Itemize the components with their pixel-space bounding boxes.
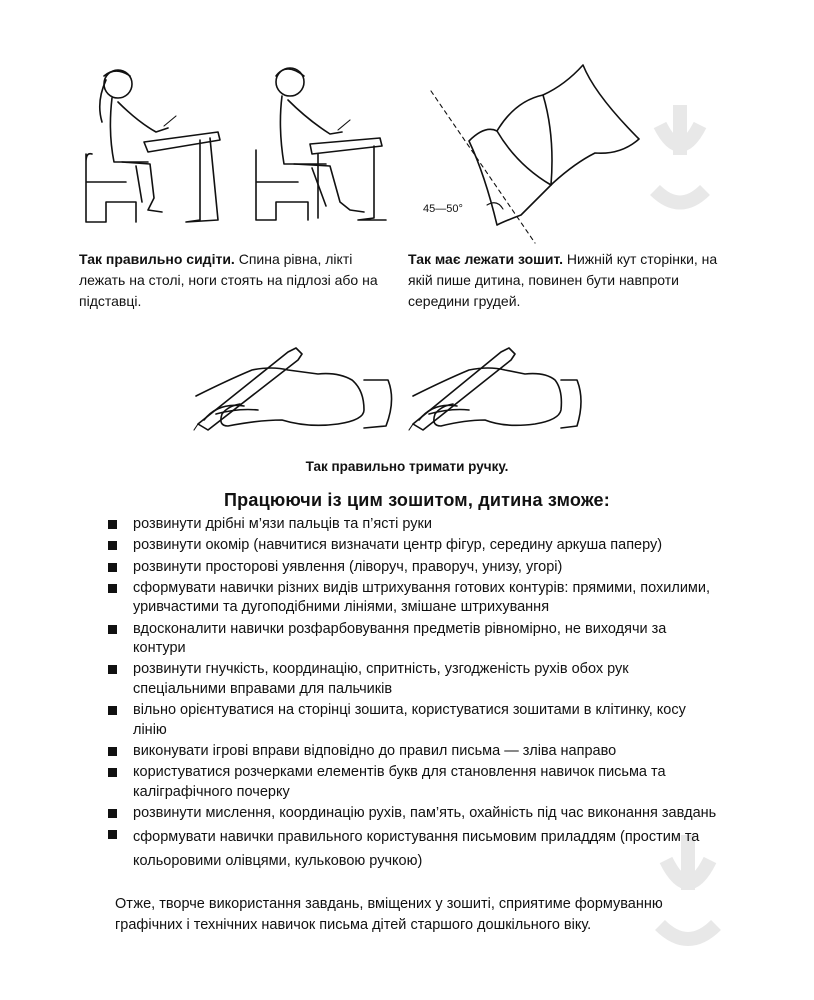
bullet-square-icon: [108, 520, 117, 529]
angle-label: 45—50°: [423, 203, 463, 215]
sitting-caption-title: Так правильно сидіти.: [79, 251, 235, 267]
bullet-square-icon: [108, 665, 117, 674]
notebook-caption: [408, 249, 744, 312]
list-item: сформувати навички правильного користування письмовим приладдям (простим та кольоровими олівцями, кульковою ручкою): [108, 825, 720, 873]
list-item: розвинути просторові уявлення (ліворуч, праворуч, унизу, угорі): [108, 558, 720, 578]
bullet-square-icon: [108, 584, 117, 593]
bullet-square-icon: [108, 706, 117, 715]
bullet-square-icon: [108, 830, 117, 839]
list-item: розвинути дрібні м’язи пальців та п’ясті руки: [108, 515, 720, 535]
bullet-square-icon: [108, 625, 117, 634]
sitting-caption-text: Спина рівна, лікті лежать на столі, ноги стоять на підлозі або на підставці.: [79, 251, 378, 309]
bullet-square-icon: [108, 541, 117, 550]
list-item: розвинути окомір (навчитися визначати центр фігур, середину аркуша паперу): [108, 536, 720, 556]
sitting-caption: [79, 249, 397, 312]
boy-sitting-illustration: [246, 60, 396, 230]
list-item: розвинути мислення, координацію рухів, пам’ять, охайність під час виконання завдань: [108, 804, 720, 824]
skills-list: [108, 515, 720, 875]
notebook-caption-title: Так має лежати зошит.: [408, 251, 563, 267]
girl-sitting-illustration: [78, 62, 228, 230]
pen-grip-caption: Так правильно тримати ручку.: [305, 459, 509, 474]
hand-holding-pen-left-illustration: [188, 340, 398, 440]
list-item: вдосконалити навички розфарбовування предметів рівномірно, не виходячи за контури: [108, 620, 720, 659]
list-item: виконувати ігрові вправи відповідно до правил письма — зліва направо: [108, 742, 720, 762]
list-item: розвинути гнучкість, координацію, спритність, узгодженість рухів обох рук спеціальними вправами для пальчиків: [108, 660, 720, 699]
list-item: вільно орієнтуватися на сторінці зошита, користуватися зошитами в клітинку, косу лінію: [108, 701, 720, 740]
conclusion-paragraph: Отже, творче використання завдань, вміщених у зошиті, сприятиме формуванню графічних і технічних навичок письма дітей старшого дошкільного віку.: [115, 896, 663, 933]
bullet-square-icon: [108, 768, 117, 777]
watermark-top-right: [640, 95, 720, 215]
bullet-square-icon: [108, 747, 117, 756]
list-item: сформувати навички різних видів штрихування готових контурів: прямими, похилими, уривчастими та дугоподібними лініями, змішане штрихування: [108, 579, 720, 618]
notebook-angle-illustration: [425, 55, 650, 245]
hand-holding-pen-right-illustration: [405, 340, 590, 440]
list-item: користуватися розчерками елементів букв для становлення навичок письма та каліграфічного почерку: [108, 763, 720, 802]
bullet-square-icon: [108, 809, 117, 818]
notebook-caption-text: Нижній кут сторінки, на якій пише дитина, повинен бути навпроти середини грудей.: [408, 251, 718, 309]
skills-heading: Працюючи із цим зошитом, дитина зможе:: [224, 490, 610, 510]
bullet-square-icon: [108, 563, 117, 572]
